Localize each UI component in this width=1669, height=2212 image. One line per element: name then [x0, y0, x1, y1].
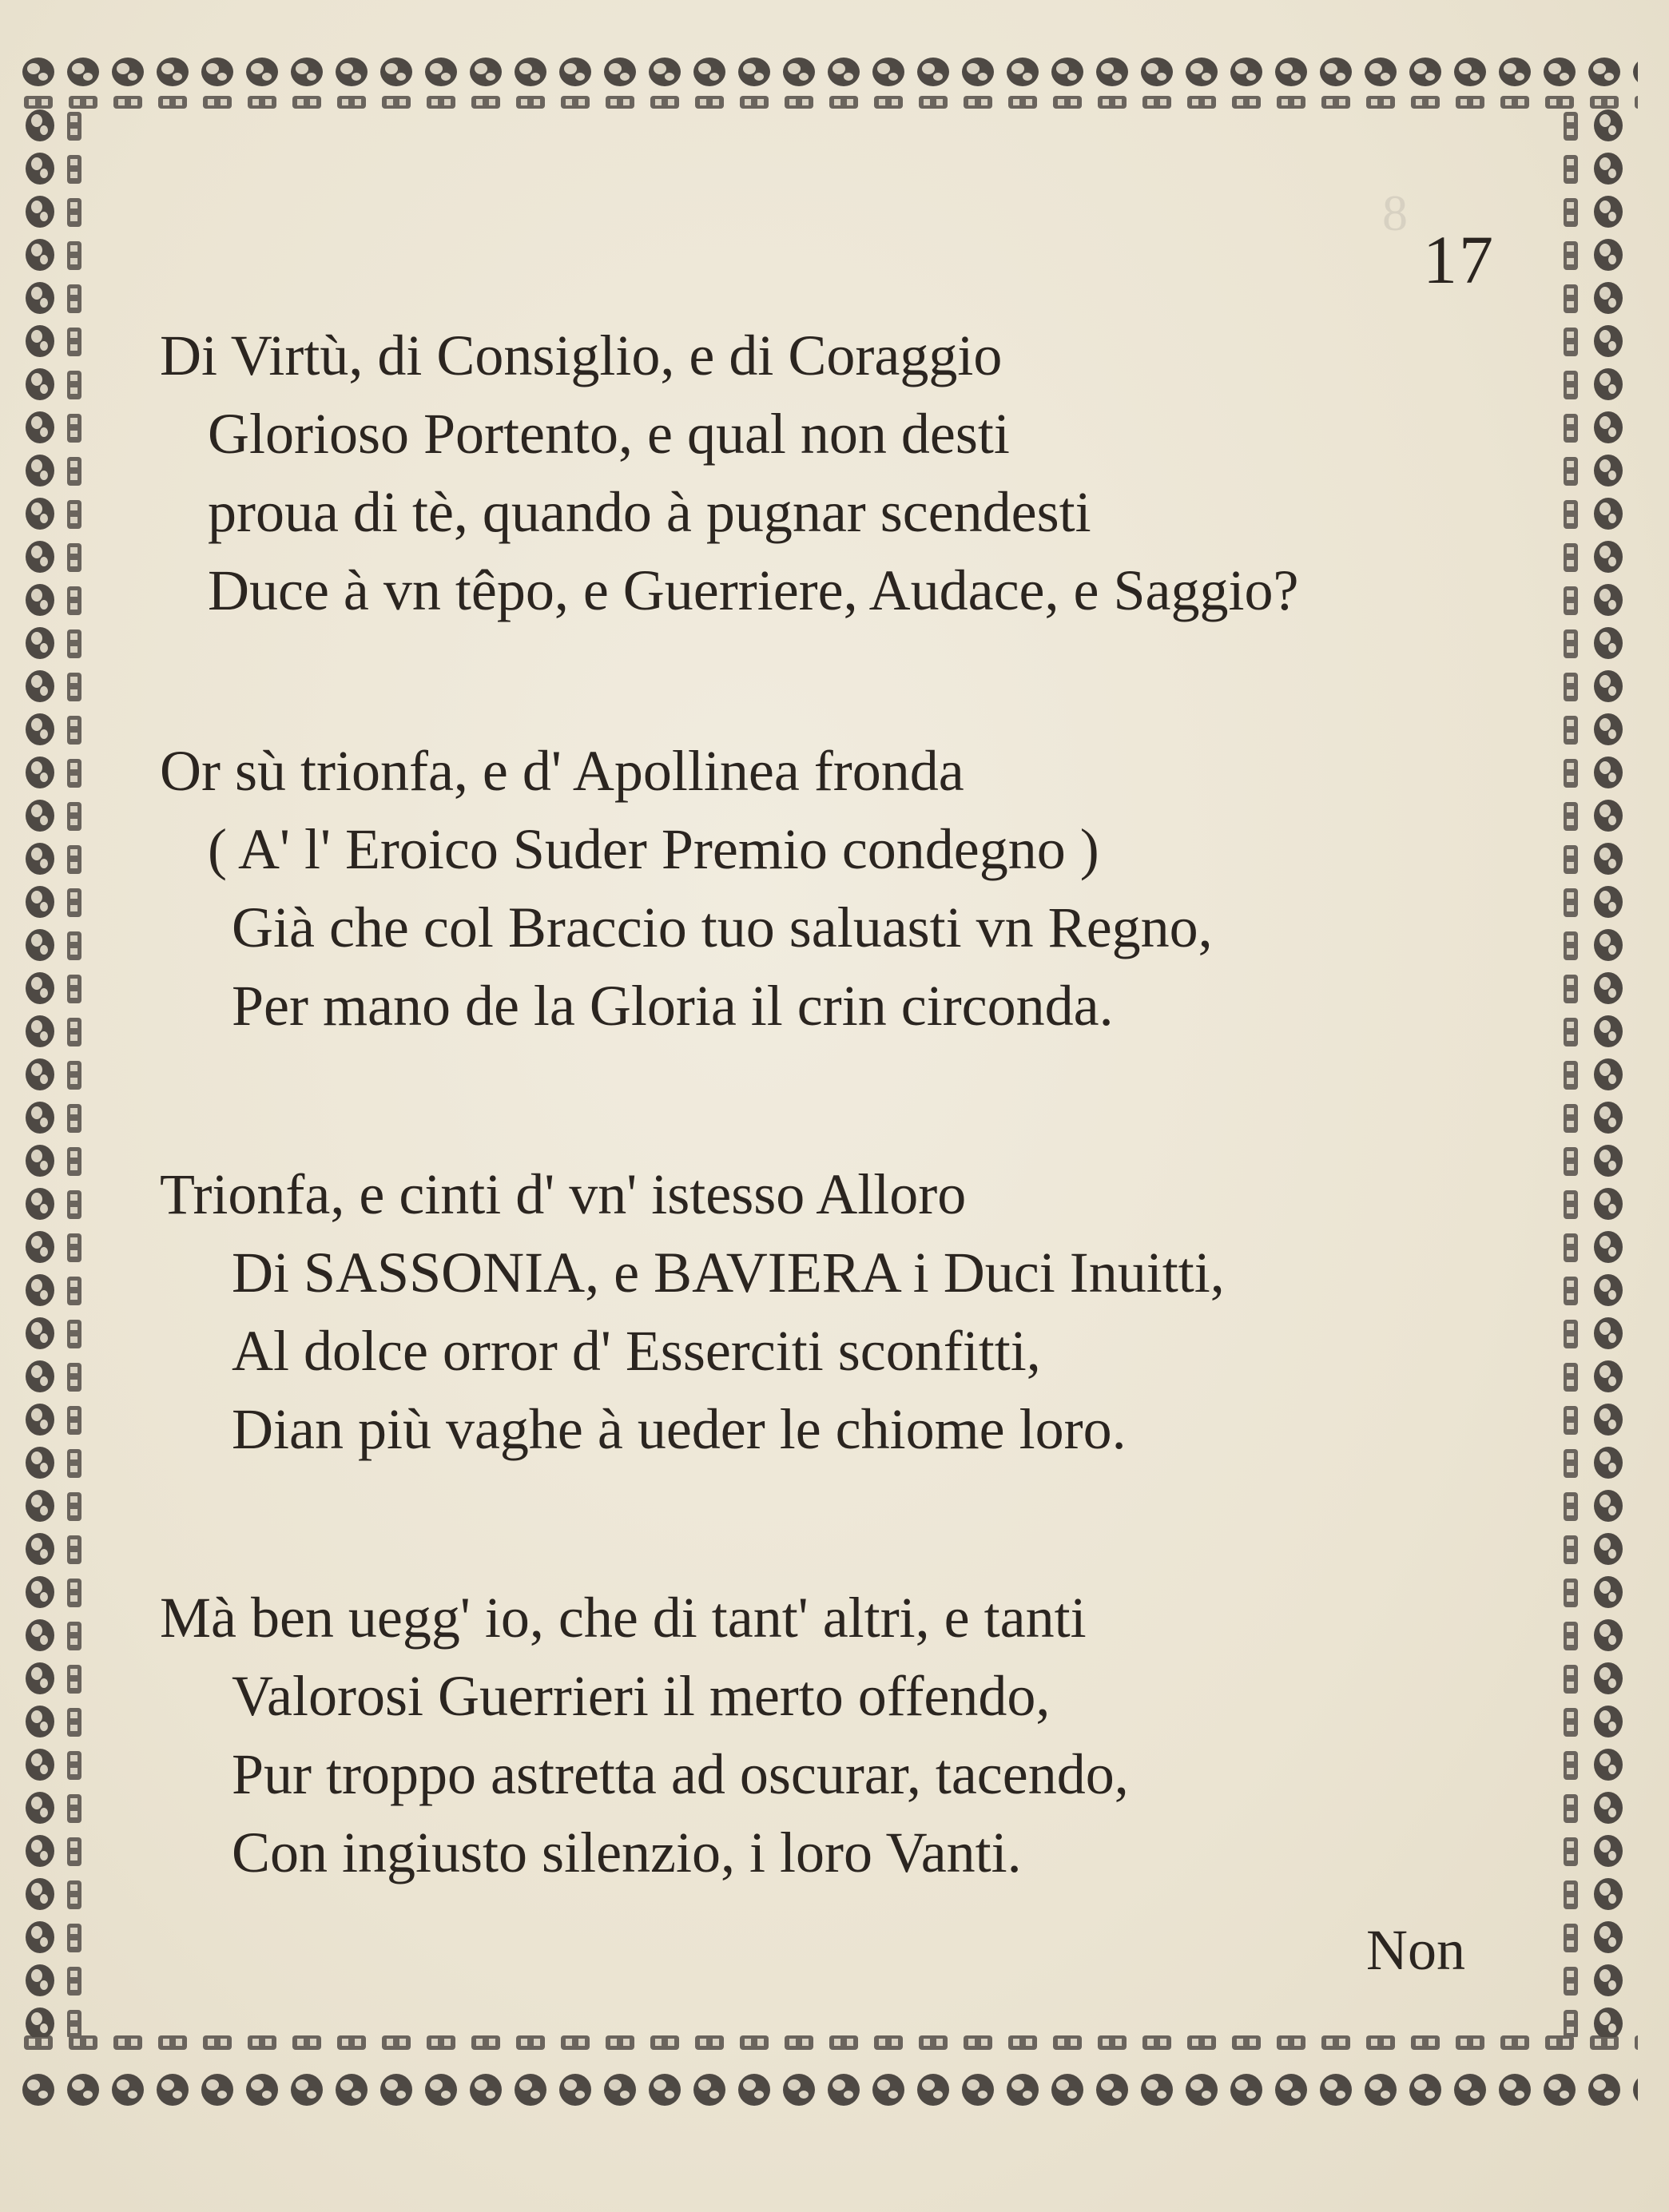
verse-line: Già che col Braccio tuo saluasti vn Regno,	[232, 896, 1213, 959]
verse-line: Mà ben uegg' io, che di tant' altri, e tanti	[160, 1586, 1087, 1650]
verse-line: ( A' l' Eroico Suder Premio condegno )	[208, 817, 1099, 881]
verse-line: Al dolce orror d' Esserciti sconfitti,	[232, 1319, 1041, 1383]
fleuron-border-ornament	[16, 104, 104, 2037]
verse-line: Con ingiusto silenzio, i loro Vanti.	[232, 1821, 1022, 1884]
catchword: Non	[1366, 1918, 1465, 1982]
verse-line: Per mano de la Gloria il crin circonda.	[232, 974, 1114, 1038]
fleuron-border-ornament	[1546, 104, 1634, 2037]
top-ornament-border	[16, 40, 1638, 128]
verse-line: Valorosi Guerrieri il merto offendo,	[232, 1664, 1051, 1728]
verse-line: Trionfa, e cinti d' vn' istesso Alloro	[160, 1162, 967, 1226]
verse-line: Duce à vn têpo, e Guerriere, Audace, e Saggio?	[208, 558, 1299, 622]
verse-line: Or sù trionfa, e d' Apollinea fronda	[160, 739, 964, 803]
page-number: 17	[1423, 221, 1495, 298]
verse-line: Di SASSONIA, e BAVIERA i Duci Inuitti,	[232, 1241, 1225, 1305]
right-ornament-border	[1546, 104, 1634, 2037]
fleuron-border-ornament	[16, 40, 1638, 128]
verse-line: Di Virtù, di Consiglio, e di Coraggio	[160, 324, 1003, 387]
verse-line: Dian più vaghe à ueder le chiome loro.	[232, 1397, 1127, 1461]
verse-line: Pur troppo astretta ad oscurar, tacendo,	[232, 1742, 1129, 1806]
verse-line: Glorioso Portento, e qual non desti	[208, 402, 1010, 466]
verse-line: proua di tè, quando à pugnar scendesti	[208, 480, 1091, 544]
bottom-ornament-border	[16, 2021, 1638, 2125]
show-through-text: 8	[1382, 185, 1408, 241]
fleuron-border-ornament	[16, 2021, 1638, 2125]
left-ornament-border	[16, 104, 104, 2037]
